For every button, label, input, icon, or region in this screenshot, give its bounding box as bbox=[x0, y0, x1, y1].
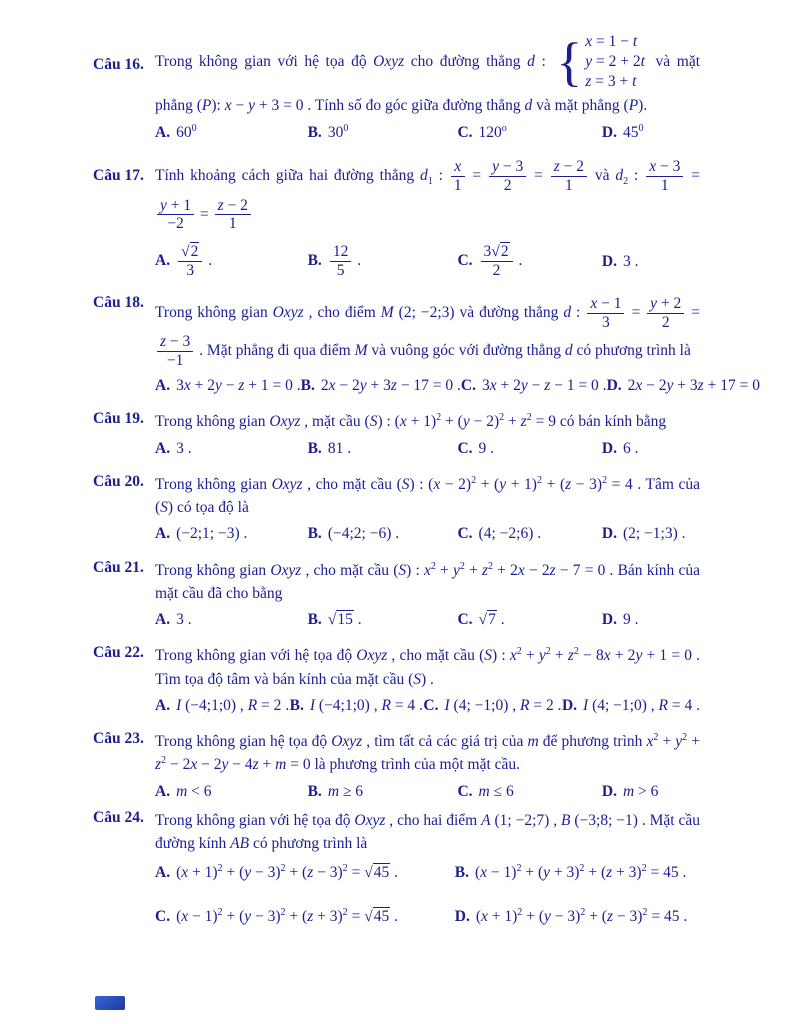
option-d bbox=[607, 374, 760, 397]
option-value: I (−4;1;0) , R = 2 . bbox=[176, 696, 290, 714]
question-number: Câu 19. bbox=[93, 410, 144, 428]
option-value: $45^0$ bbox=[622, 122, 644, 141]
option-c bbox=[457, 242, 601, 281]
option-letter: C. bbox=[457, 611, 473, 629]
answer-options bbox=[155, 437, 700, 460]
question-text: Trong không gian Oxyz , cho mặt cầu (S) : $x^2 + y^2 + z^2 + 2x - 2z - 7 = 0$ . Bán kính của mặt cầu đã cho bằng bbox=[155, 560, 700, 602]
option-b bbox=[308, 121, 458, 144]
option-b bbox=[290, 694, 423, 717]
option-value: I (4; −1;0) , R = 4 . bbox=[583, 696, 700, 714]
option-letter: C. bbox=[457, 439, 473, 457]
option-value: $30^0$ bbox=[327, 122, 349, 141]
option-letter: D. bbox=[601, 525, 617, 543]
option-letter: B. bbox=[307, 252, 322, 270]
option-a bbox=[155, 374, 301, 397]
question-18 bbox=[93, 293, 760, 398]
option-b bbox=[308, 242, 458, 281]
question-number: Câu 22. bbox=[93, 644, 144, 662]
option-value: $\frac{√2}{3}$ . bbox=[176, 252, 212, 269]
question-text: Trong không gian với hệ tọa độ Oxyz cho đường thẳng d : { x = 1 − t y = 2 + 2t z = 3 + t và mặt phẳng (P): x − y + 3 = 0 . Tính số đo góc giữa đường thẳng d và mặt phẳng (P). bbox=[155, 31, 700, 115]
option-value: $\frac{3√2}{2}$ . bbox=[479, 252, 523, 269]
option-a bbox=[155, 861, 455, 884]
option-d bbox=[602, 121, 700, 144]
question-20 bbox=[93, 473, 700, 546]
option-b bbox=[308, 608, 458, 631]
question-content bbox=[155, 559, 700, 632]
option-letter: D. bbox=[601, 782, 617, 800]
option-letter: D. bbox=[601, 123, 617, 141]
option-c bbox=[457, 121, 601, 144]
option-letter: B. bbox=[307, 782, 322, 800]
option-value: m > 6 bbox=[622, 782, 659, 800]
option-c bbox=[457, 522, 601, 545]
option-value: √15 . bbox=[327, 611, 362, 629]
option-letter: D. bbox=[601, 611, 617, 629]
option-value: 3x + 2y − z + 1 = 0 . bbox=[176, 377, 301, 395]
option-letter: C. bbox=[457, 525, 473, 543]
option-value: 9 . bbox=[622, 611, 639, 629]
option-value: $\frac{12}{5}$ . bbox=[328, 252, 361, 269]
option-letter: C. bbox=[423, 696, 439, 714]
option-value: $60^0$ bbox=[176, 122, 197, 141]
option-d bbox=[562, 694, 700, 717]
option-b bbox=[308, 437, 458, 460]
question-16 bbox=[93, 30, 700, 144]
option-d bbox=[602, 250, 700, 273]
question-text: Trong không gian Oxyz , mặt cầu (S) : $(x + 1)^2 + (y - 2)^2 + z^2 = 9$ có bán kính bằng bbox=[155, 412, 667, 431]
option-d bbox=[602, 608, 700, 631]
option-a bbox=[155, 608, 308, 631]
option-letter: D. bbox=[606, 377, 622, 395]
option-a bbox=[155, 242, 308, 281]
option-value: 2x − 2y + 3z + 17 = 0 bbox=[627, 377, 760, 395]
option-letter: C. bbox=[457, 252, 473, 270]
option-value: I (−4;1;0) , R = 4 . bbox=[309, 696, 423, 714]
question-content bbox=[155, 644, 700, 717]
option-value: $(x - 1)^2 + (y + 3)^2 + (z + 3)^2 = 45$ . bbox=[474, 863, 687, 882]
option-d bbox=[602, 780, 700, 803]
option-letter: A. bbox=[155, 377, 171, 395]
option-letter: A. bbox=[155, 252, 171, 270]
question-text: Trong không gian với hệ tọa độ Oxyz , cho mặt cầu (S) : $x^2 + y^2 + z^2 - 8x + 2y + 1 = 0$ . Tìm tọa độ tâm và bán kính của mặt cầu (S) . bbox=[155, 646, 701, 688]
option-letter: A. bbox=[155, 864, 171, 882]
option-letter: B. bbox=[289, 696, 304, 714]
question-24 bbox=[93, 809, 700, 928]
option-letter: B. bbox=[307, 123, 322, 141]
question-number: Câu 17. bbox=[93, 166, 144, 184]
option-letter: A. bbox=[155, 123, 171, 141]
option-value: (−4;2; −6) . bbox=[327, 525, 400, 543]
option-letter: C. bbox=[460, 377, 476, 395]
question-content bbox=[155, 730, 700, 803]
option-a bbox=[155, 522, 308, 545]
question-text: Trong không gian Oxyz , cho điểm M (2; −2;3) và đường thẳng d : $\frac{x - 1}{3}$ = $\frac{y + 2}{2}$ = $\frac{z - 3}{-1}$ . Mặt phẳng đi qua điểm M và vuông góc với đường thẳng d có phương trình là bbox=[155, 294, 701, 370]
question-17 bbox=[93, 157, 700, 281]
option-value: 81 . bbox=[327, 439, 352, 457]
option-value: 6 . bbox=[622, 439, 639, 457]
question-number: Câu 24. bbox=[93, 808, 144, 826]
option-letter: D. bbox=[601, 252, 617, 270]
option-letter: C. bbox=[155, 907, 171, 925]
option-b bbox=[455, 861, 700, 884]
question-number: Câu 23. bbox=[93, 730, 144, 748]
option-letter: D. bbox=[454, 907, 470, 925]
option-b bbox=[308, 522, 458, 545]
option-d bbox=[455, 905, 700, 928]
question-text: Trong không gian với hệ tọa độ Oxyz , cho hai điểm A (1; −2;7) , B (−3;8; −1) . Mặt cầu đường kính AB có phương trình là bbox=[155, 811, 700, 853]
option-value: 3 . bbox=[622, 252, 639, 270]
answer-options bbox=[155, 608, 700, 631]
question-number: Câu 21. bbox=[93, 558, 144, 576]
page-footer-logo bbox=[95, 996, 125, 1010]
answer-options bbox=[155, 780, 700, 803]
option-letter: D. bbox=[601, 439, 617, 457]
option-a bbox=[155, 780, 308, 803]
option-value: I (4; −1;0) , R = 2 . bbox=[444, 696, 562, 714]
option-value: $(x + 1)^2 + (y - 3)^2 + (z - 3)^2 = 45$ . bbox=[475, 906, 688, 925]
option-letter: B. bbox=[307, 525, 322, 543]
question-number: Câu 16. bbox=[93, 56, 144, 73]
question-text: Trong không gian hệ tọa độ Oxyz , tìm tất cả các giá trị của m để phương trình $x^2 + y^2 + z^2 - 2x - 2y - 4z + m = 0$ là phương trình của một mặt cầu. bbox=[155, 731, 700, 774]
option-value: $(x - 1)^2 + (y - 3)^2 + (z + 3)^2 = √45$ . bbox=[176, 906, 398, 925]
question-19 bbox=[93, 410, 700, 460]
question-content bbox=[155, 30, 700, 144]
option-value: m < 6 bbox=[176, 782, 212, 800]
option-value: (2; −1;3) . bbox=[622, 525, 686, 543]
answer-options bbox=[155, 861, 700, 928]
option-a bbox=[155, 121, 308, 144]
option-b bbox=[308, 780, 458, 803]
option-c bbox=[423, 694, 561, 717]
question-22 bbox=[93, 644, 700, 717]
question-text: Tính khoảng cách giữa hai đường thẳng $d_1$ : $\frac{x}{1}$ = $\frac{y - 3}{2}$ = $\frac{z - 2}{1}$ và $d_2$ : $\frac{x - 3}{1}$ = $\frac{y + 1}{-2}$ = $\frac{z - 2}{1}$ bbox=[155, 157, 700, 233]
option-value: (−2;1; −3) . bbox=[176, 525, 248, 543]
option-letter: A. bbox=[155, 696, 171, 714]
option-a bbox=[155, 694, 289, 717]
option-value: m ≥ 6 bbox=[327, 782, 364, 800]
option-value: m ≤ 6 bbox=[478, 782, 514, 800]
question-content bbox=[155, 157, 700, 281]
option-d bbox=[602, 437, 700, 460]
question-number: Câu 18. bbox=[93, 293, 144, 311]
option-b bbox=[301, 374, 461, 397]
answer-options bbox=[155, 522, 700, 545]
question-23 bbox=[93, 730, 700, 803]
question-text: Trong không gian Oxyz , cho mặt cầu (S) : $(x - 2)^2 + (y + 1)^2 + (z - 3)^2 = 4$ . Tâm của (S) có tọa độ là bbox=[155, 474, 701, 517]
question-content bbox=[155, 410, 700, 460]
option-c bbox=[155, 905, 455, 928]
option-letter: A. bbox=[155, 439, 171, 457]
option-letter: B. bbox=[307, 611, 322, 629]
question-21 bbox=[93, 559, 700, 632]
option-letter: A. bbox=[155, 525, 171, 543]
option-letter: B. bbox=[454, 864, 469, 882]
answer-options bbox=[155, 242, 700, 281]
option-letter: C. bbox=[457, 123, 473, 141]
option-value: 3 . bbox=[176, 439, 192, 457]
option-value: 120$^o$ bbox=[478, 122, 507, 141]
option-a bbox=[155, 437, 308, 460]
option-value: 3 . bbox=[176, 611, 192, 629]
option-letter: A. bbox=[155, 782, 171, 800]
question-content bbox=[155, 294, 760, 398]
question-content bbox=[155, 809, 700, 928]
answer-options bbox=[155, 694, 700, 717]
option-c bbox=[461, 374, 607, 397]
option-value: √7 . bbox=[478, 611, 505, 629]
question-content bbox=[155, 473, 700, 546]
option-letter: A. bbox=[155, 611, 171, 629]
answer-options bbox=[155, 121, 700, 144]
option-value: 2x − 2y + 3z − 17 = 0 . bbox=[320, 377, 461, 395]
option-letter: D. bbox=[561, 696, 578, 714]
option-letter: C. bbox=[457, 782, 473, 800]
option-value: (4; −2;6) . bbox=[478, 525, 542, 543]
option-c bbox=[457, 437, 601, 460]
option-c bbox=[457, 608, 601, 631]
question-number: Câu 20. bbox=[93, 472, 144, 490]
option-value: 9 . bbox=[478, 439, 495, 457]
option-value: $(x + 1)^2 + (y - 3)^2 + (z - 3)^2 = √45$ . bbox=[176, 863, 398, 882]
option-d bbox=[602, 522, 700, 545]
answer-options bbox=[155, 374, 760, 397]
option-value: 3x + 2y − z − 1 = 0 . bbox=[482, 377, 607, 395]
option-c bbox=[457, 780, 601, 803]
option-letter: B. bbox=[300, 377, 315, 395]
option-letter: B. bbox=[307, 439, 322, 457]
